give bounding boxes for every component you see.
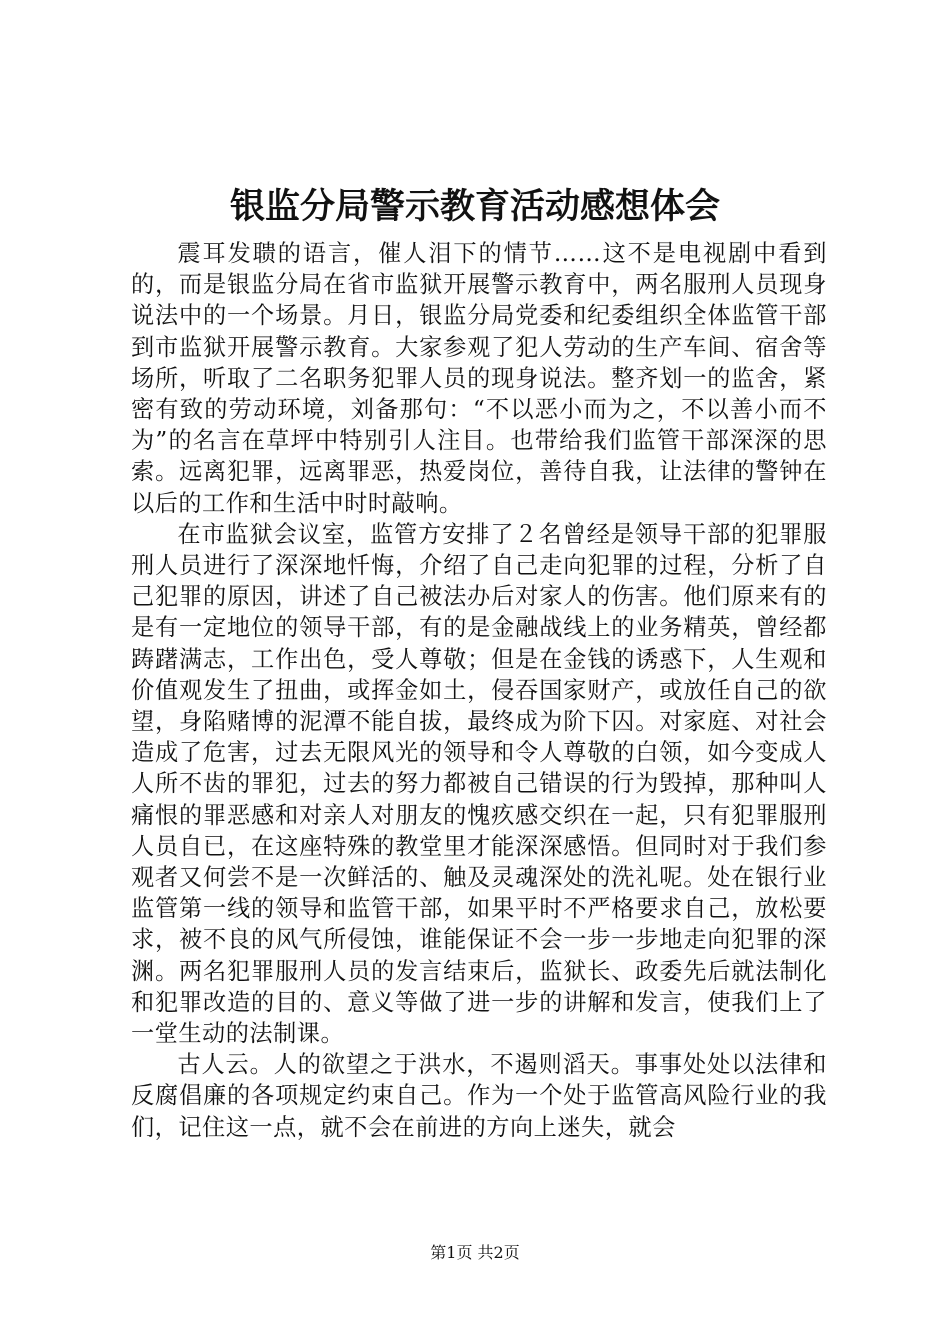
paragraph-3: 古人云。人的欲望之于洪水，不遏则滔天。事事处处以法律和反腐倡廉的各项规定约束自己。作为一个处于监管高风险行业的我们，记住这一点，就不会在前进的方向上迷失，就会 (131, 1051, 827, 1141)
document-body (131, 238, 827, 1143)
paragraph-2: 在市监狱会议室，监管方安排了２名曾经是领导干部的犯罪服刑人员进行了深深地忏悔，介绍了自己走向犯罪的过程，分析了自己犯罪的原因，讲述了自己被法办后对家人的伤害。他们原来有的是有一定地位的领导干部，有的是金融战线上的业务精英，曾经都踌躇满志，工作出色，受人尊敬；但是在金钱的诱惑下，人生观和价值观发生了扭曲，或挥金如土，侵吞国家财产，或放任自己的欲望，身陷赌博的泥潭不能自拔，最终成为阶下囚。对家庭、对社会造成了危害，过去无限风光的领导和令人尊敬的白领，如今变成人人所不齿的罪犯，过去的努力都被自己错误的行为毁掉，那种叫人痛恨的罪恶感和对亲人对朋友的愧疚感交织在一起，只有犯罪服刑人员自已，在这座特殊的教堂里才能深深感悟。但同时对于我们参观者又何尝不是一次鲜活的、触及灵魂深处的洗礼呢。处在银行业监管第一线的领导和监管干部，如果平时不严格要求自己，放松要求，被不良的风气所侵蚀，谁能保证不会一步一步地走向犯罪的深渊。两名犯罪服刑人员的发言结束后，监狱长、政委先后就法制化和犯罪改造的目的、意义等做了进一步的讲解和发言，使我们上了一堂生动的法制课。 (131, 520, 827, 1048)
paragraph-1: 震耳发聩的语言，催人泪下的情节……这不是电视剧中看到的，而是银监分局在省市监狱开展警示教育中，两名服刑人员现身说法中的一个场景。月日，银监分局党委和纪委组织全体监管干部到市监狱开展警示教育。大家参观了犯人劳动的生产车间、宿舍等场所，听取了二名职务犯罪人员的现身说法。整齐划一的监舍，紧密有致的劳动环境，刘备那句：“不以恶小而为之，不以善小而不为”的名言在草坪中特别引人注目。也带给我们监管干部深深的思索。远离犯罪，远离罪恶，热爱岗位，善待自我，让法律的警钟在以后的工作和生活中时时敲响。 (131, 240, 827, 517)
document-title: 银监分局警示教育活动感想体会 (229, 186, 720, 227)
page-footer: 第1页 共2页 (430, 1243, 520, 1262)
